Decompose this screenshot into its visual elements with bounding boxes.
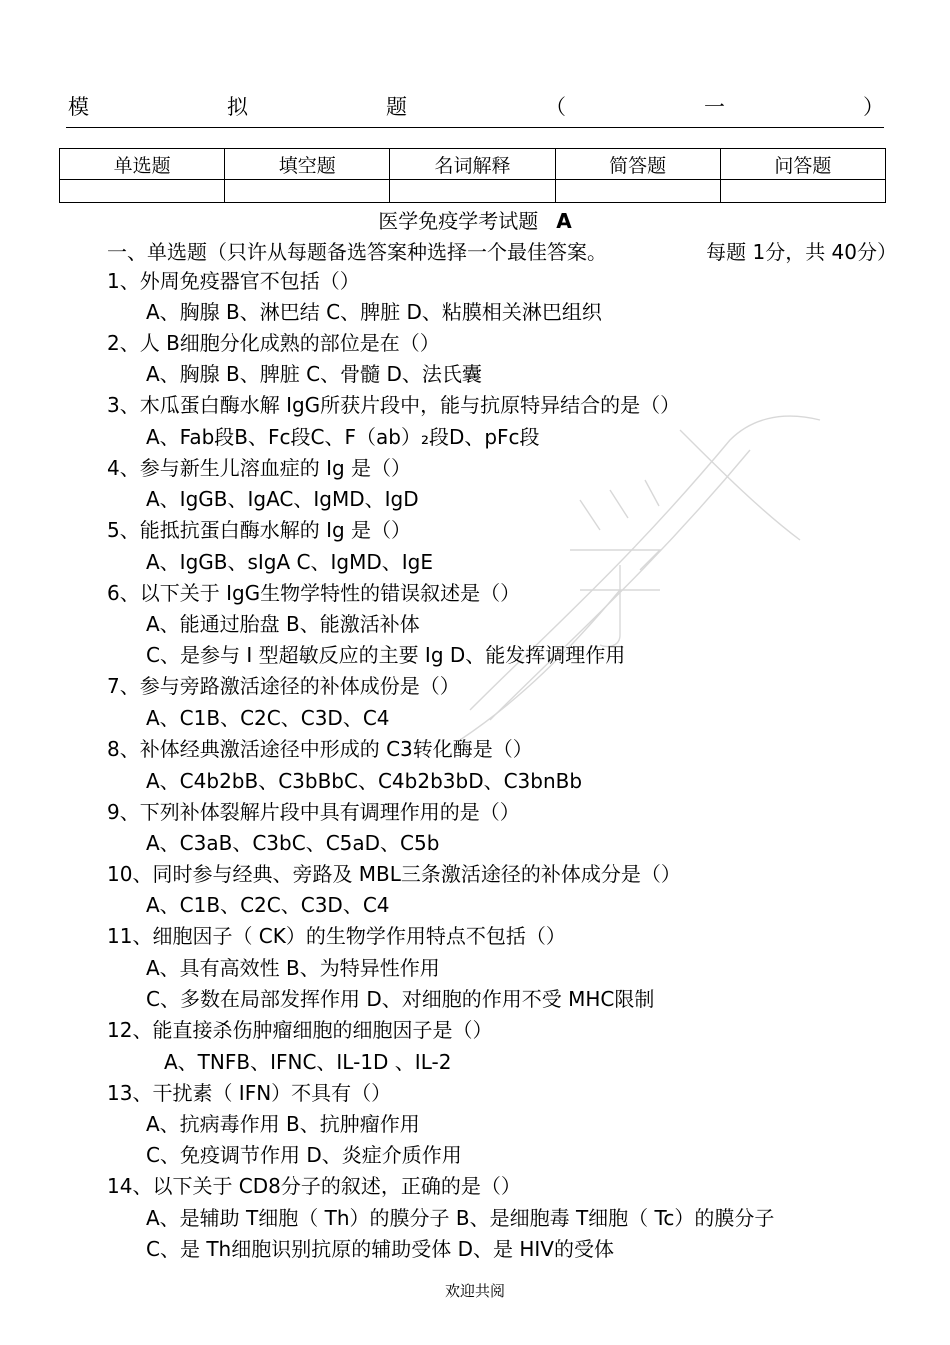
question-3-options: A、Fab段B、Fc段C、F（ab）₂段D、pFc段 [146, 425, 540, 449]
question-12: 12、能直接杀伤肿瘤细胞的细胞因子是（） [107, 1018, 493, 1042]
question-2-options: A、胸腺 B、脾脏 C、骨髓 D、法氏囊 [146, 362, 482, 386]
section-scoring: 每题 1分，共 40分） [706, 240, 897, 264]
question-12-options: A、TNFB、IFNC、IL-1D 、IL-2 [164, 1050, 452, 1074]
question-6-options-ab: A、能通过胎盘 B、能激活补体 [146, 612, 420, 636]
question-14-options-ab: A、是辅助 T细胞（ Th）的膜分子 B、是细胞毒 T细胞（ Tc）的膜分子 [146, 1206, 775, 1230]
score-cell [555, 180, 720, 203]
title-divider [66, 127, 884, 128]
question-13: 13、干扰素（ IFN）不具有（） [107, 1081, 392, 1105]
section-heading [107, 236, 897, 265]
question-1: 1、外周免疫器官不包括（） [107, 269, 360, 293]
paper-mark: A [556, 209, 572, 233]
question-8-options: A、C4b2bB、C3bBbC、C4b2b3bD、C3bnBb [146, 769, 583, 793]
title-char: （ [545, 95, 566, 119]
title-char: ） [863, 95, 884, 119]
score-table-header [60, 149, 886, 180]
score-col-fill-blank: 填空题 [225, 149, 390, 180]
question-11: 11、细胞因子（ CK）的生物学作用特点不包括（） [107, 924, 566, 948]
score-col-term-explanation: 名词解释 [390, 149, 555, 180]
question-8: 8、补体经典激活途径中形成的 C3转化酶是（） [107, 737, 533, 761]
question-14: 14、以下关于 CD8分子的叙述，正确的是（） [107, 1174, 521, 1198]
question-7-options: A、C1B、C2C、C3D、C4 [146, 706, 390, 730]
question-11-options-cd: C、多数在局部发挥作用 D、对细胞的作用不受 MHC限制 [146, 987, 655, 1011]
question-13-options-cd: C、免疫调节作用 D、炎症介质作用 [146, 1143, 462, 1167]
exam-title-text: 医学免疫学考试题 [378, 209, 539, 233]
score-cell [225, 180, 390, 203]
question-11-options-ab: A、具有高效性 B、为特异性作用 [146, 956, 440, 980]
title-char: 模 [68, 95, 89, 119]
exam-title [0, 205, 950, 234]
question-9: 9、下列补体裂解片段中具有调理作用的是（） [107, 800, 520, 824]
question-9-options: A、C3aB、C3bC、C5aD、C5b [146, 831, 440, 855]
question-4-options: A、IgGB、IgAC、IgMD、IgD [146, 487, 419, 511]
page-footer: 欢迎共阅 [444, 1282, 505, 1300]
section-instructions: 一、单选题（只许从每题备选答案种选择一个最佳答案。 [107, 240, 607, 264]
score-table-values [60, 180, 886, 203]
score-cell [720, 180, 885, 203]
title-char: 一 [704, 95, 725, 119]
question-10: 10、同时参与经典、旁路及 MBL三条激活途径的补体成分是（） [107, 862, 681, 886]
question-7: 7、参与旁路激活途径的补体成份是（） [107, 674, 460, 698]
score-col-essay: 问答题 [720, 149, 885, 180]
question-5-options: A、IgGB、sIgA C、IgMD、IgE [146, 550, 433, 574]
question-6-options-cd: C、是参与 I 型超敏反应的主要 Ig D、能发挥调理作用 [146, 643, 626, 667]
page-title [68, 88, 884, 124]
question-1-options: A、胸腺 B、淋巴结 C、脾脏 D、粘膜相关淋巴组织 [146, 300, 602, 324]
score-table [59, 148, 886, 203]
question-10-options: A、C1B、C2C、C3D、C4 [146, 893, 390, 917]
question-6: 6、以下关于 IgG生物学特性的错误叙述是（） [107, 581, 521, 605]
question-13-options-ab: A、抗病毒作用 B、抗肿瘤作用 [146, 1112, 420, 1136]
question-2: 2、人 B细胞分化成熟的部位是在（） [107, 331, 440, 355]
question-5: 5、能抵抗蛋白酶水解的 Ig 是（） [107, 518, 412, 542]
score-col-short-answer: 简答题 [555, 149, 720, 180]
question-14-options-cd: C、是 Th细胞识别抗原的辅助受体 D、是 HIV的受体 [146, 1237, 614, 1261]
title-char: 拟 [227, 95, 248, 119]
question-3: 3、木瓜蛋白酶水解 IgG所获片段中，能与抗原特异结合的是（） [107, 393, 681, 417]
score-cell [60, 180, 225, 203]
score-cell [390, 180, 555, 203]
question-4: 4、参与新生儿溶血症的 Ig 是（） [107, 456, 412, 480]
title-char: 题 [386, 95, 407, 119]
score-col-single-choice: 单选题 [60, 149, 225, 180]
